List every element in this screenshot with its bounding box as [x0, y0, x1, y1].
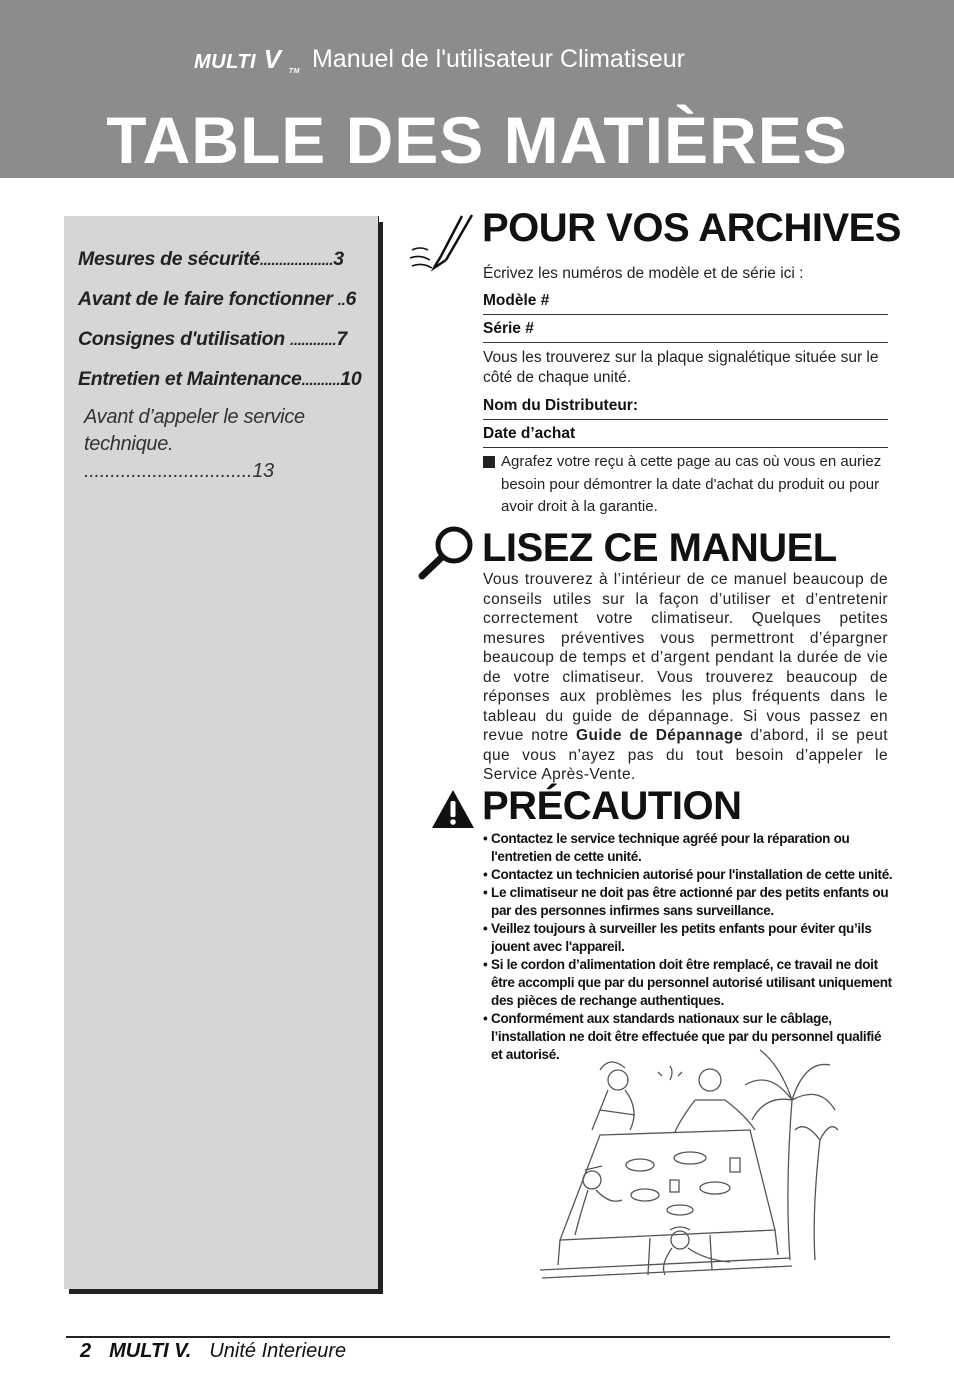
precaution-item: • Contactez un technicien autorisé pour l'installation de cette unité.	[483, 867, 893, 882]
archives-intro: Écrivez les numéros de modèle et de série ici :	[483, 265, 804, 282]
toc-item-safety[interactable]: Mesures de sécurité...................3	[78, 248, 344, 270]
family-picnic-illustration	[530, 1030, 840, 1290]
pen-icon	[406, 212, 476, 274]
footer-rule	[66, 1336, 890, 1338]
precaution-title: PRÉCAUTION	[482, 784, 742, 828]
distributor-field[interactable]: Nom du Distributeur:	[483, 397, 888, 420]
manual-text: Vous trouverez à l’intérieur de ce manuel beaucoup de conseils utiles sur la façon d’utiliser et d’entretenir correctement votre climatiseur. Quelques petites mesures préventives vous permettront d’épargner beaucoup de temps et d’argent pendant la durée de vie de votre climatiseur. Vous trouverez beaucoup de réponses aux problèmes les plus fréquents dans le tableau du guide de dépannage. Si vous passez en revue notre Guide de Dépannage d'abord, il se peut que vous n’ayez pas du tout besoin d’appeler le Service Après-Vente.	[483, 571, 888, 783]
archives-title: POUR VOS ARCHIVES	[482, 206, 901, 250]
toc-item-maintenance[interactable]: Entretien et Maintenance..........10	[78, 368, 362, 390]
precaution-item: • Le climatiseur ne doit pas être actionné par des petits enfants ou par des personnes infirmes sans surveillance.	[483, 885, 889, 918]
magnifier-icon	[416, 524, 476, 582]
header-banner	[0, 0, 954, 178]
page-title: TABLE DES MATIÈRES	[106, 103, 848, 177]
brand-line	[194, 44, 685, 75]
toc-item-usage[interactable]: Consignes d'utilisation ............7	[78, 328, 347, 350]
serie-field[interactable]: Série #	[483, 320, 888, 343]
toc-item-service[interactable]: Avant d’appeler le service technique. ................................13	[84, 406, 305, 482]
precaution-item: • Veillez toujours à surveiller les petits enfants pour éviter qu’ils jouent avec l'appareil.	[483, 921, 872, 954]
footer	[80, 1340, 346, 1363]
square-bullet-icon	[483, 456, 495, 468]
toc-item-before-operation[interactable]: Avant de le faire fonctionner ..6	[78, 288, 357, 310]
warning-icon	[430, 788, 476, 830]
manual-title: LISEZ CE MANUEL	[482, 526, 837, 570]
footer-logo: MULTI V.	[109, 1340, 192, 1362]
multiv-logo: MULTI V TM	[194, 44, 300, 75]
model-field[interactable]: Modèle #	[483, 292, 888, 315]
precaution-item: • Si le cordon d’alimentation doit être remplacé, ce travail ne doit être accompli que par du personnel autorisé utilisant uniquement des pièces de rechange authentiques.	[483, 957, 892, 1008]
purchase-date-field[interactable]: Date d’achat	[483, 425, 888, 448]
plate-text: Vous les trouverez sur la plaque signalétique située sur le côté de chaque unité.	[483, 349, 879, 386]
precaution-item: • Conformément aux standards nationaux sur le câblage, l’installation ne doit être effectuée que par du personnel qualifié et autorisé.	[483, 1011, 882, 1062]
manual-subtitle: Manuel de l'utilisateur Climatiseur	[311, 45, 685, 73]
page-number: 2	[80, 1340, 92, 1362]
toc-panel	[64, 216, 379, 1289]
precaution-item: • Contactez le service technique agréé pour la réparation ou l'entretien de cette unité.	[483, 831, 850, 864]
receipt-note: Agrafez votre reçu à cette page au cas où vous en auriez besoin pour démontrer la date d'achat du produit ou pour avoir droit à la garantie.	[483, 451, 888, 519]
footer-text: Unité Interieure	[209, 1340, 347, 1362]
precaution-list	[483, 830, 893, 1064]
